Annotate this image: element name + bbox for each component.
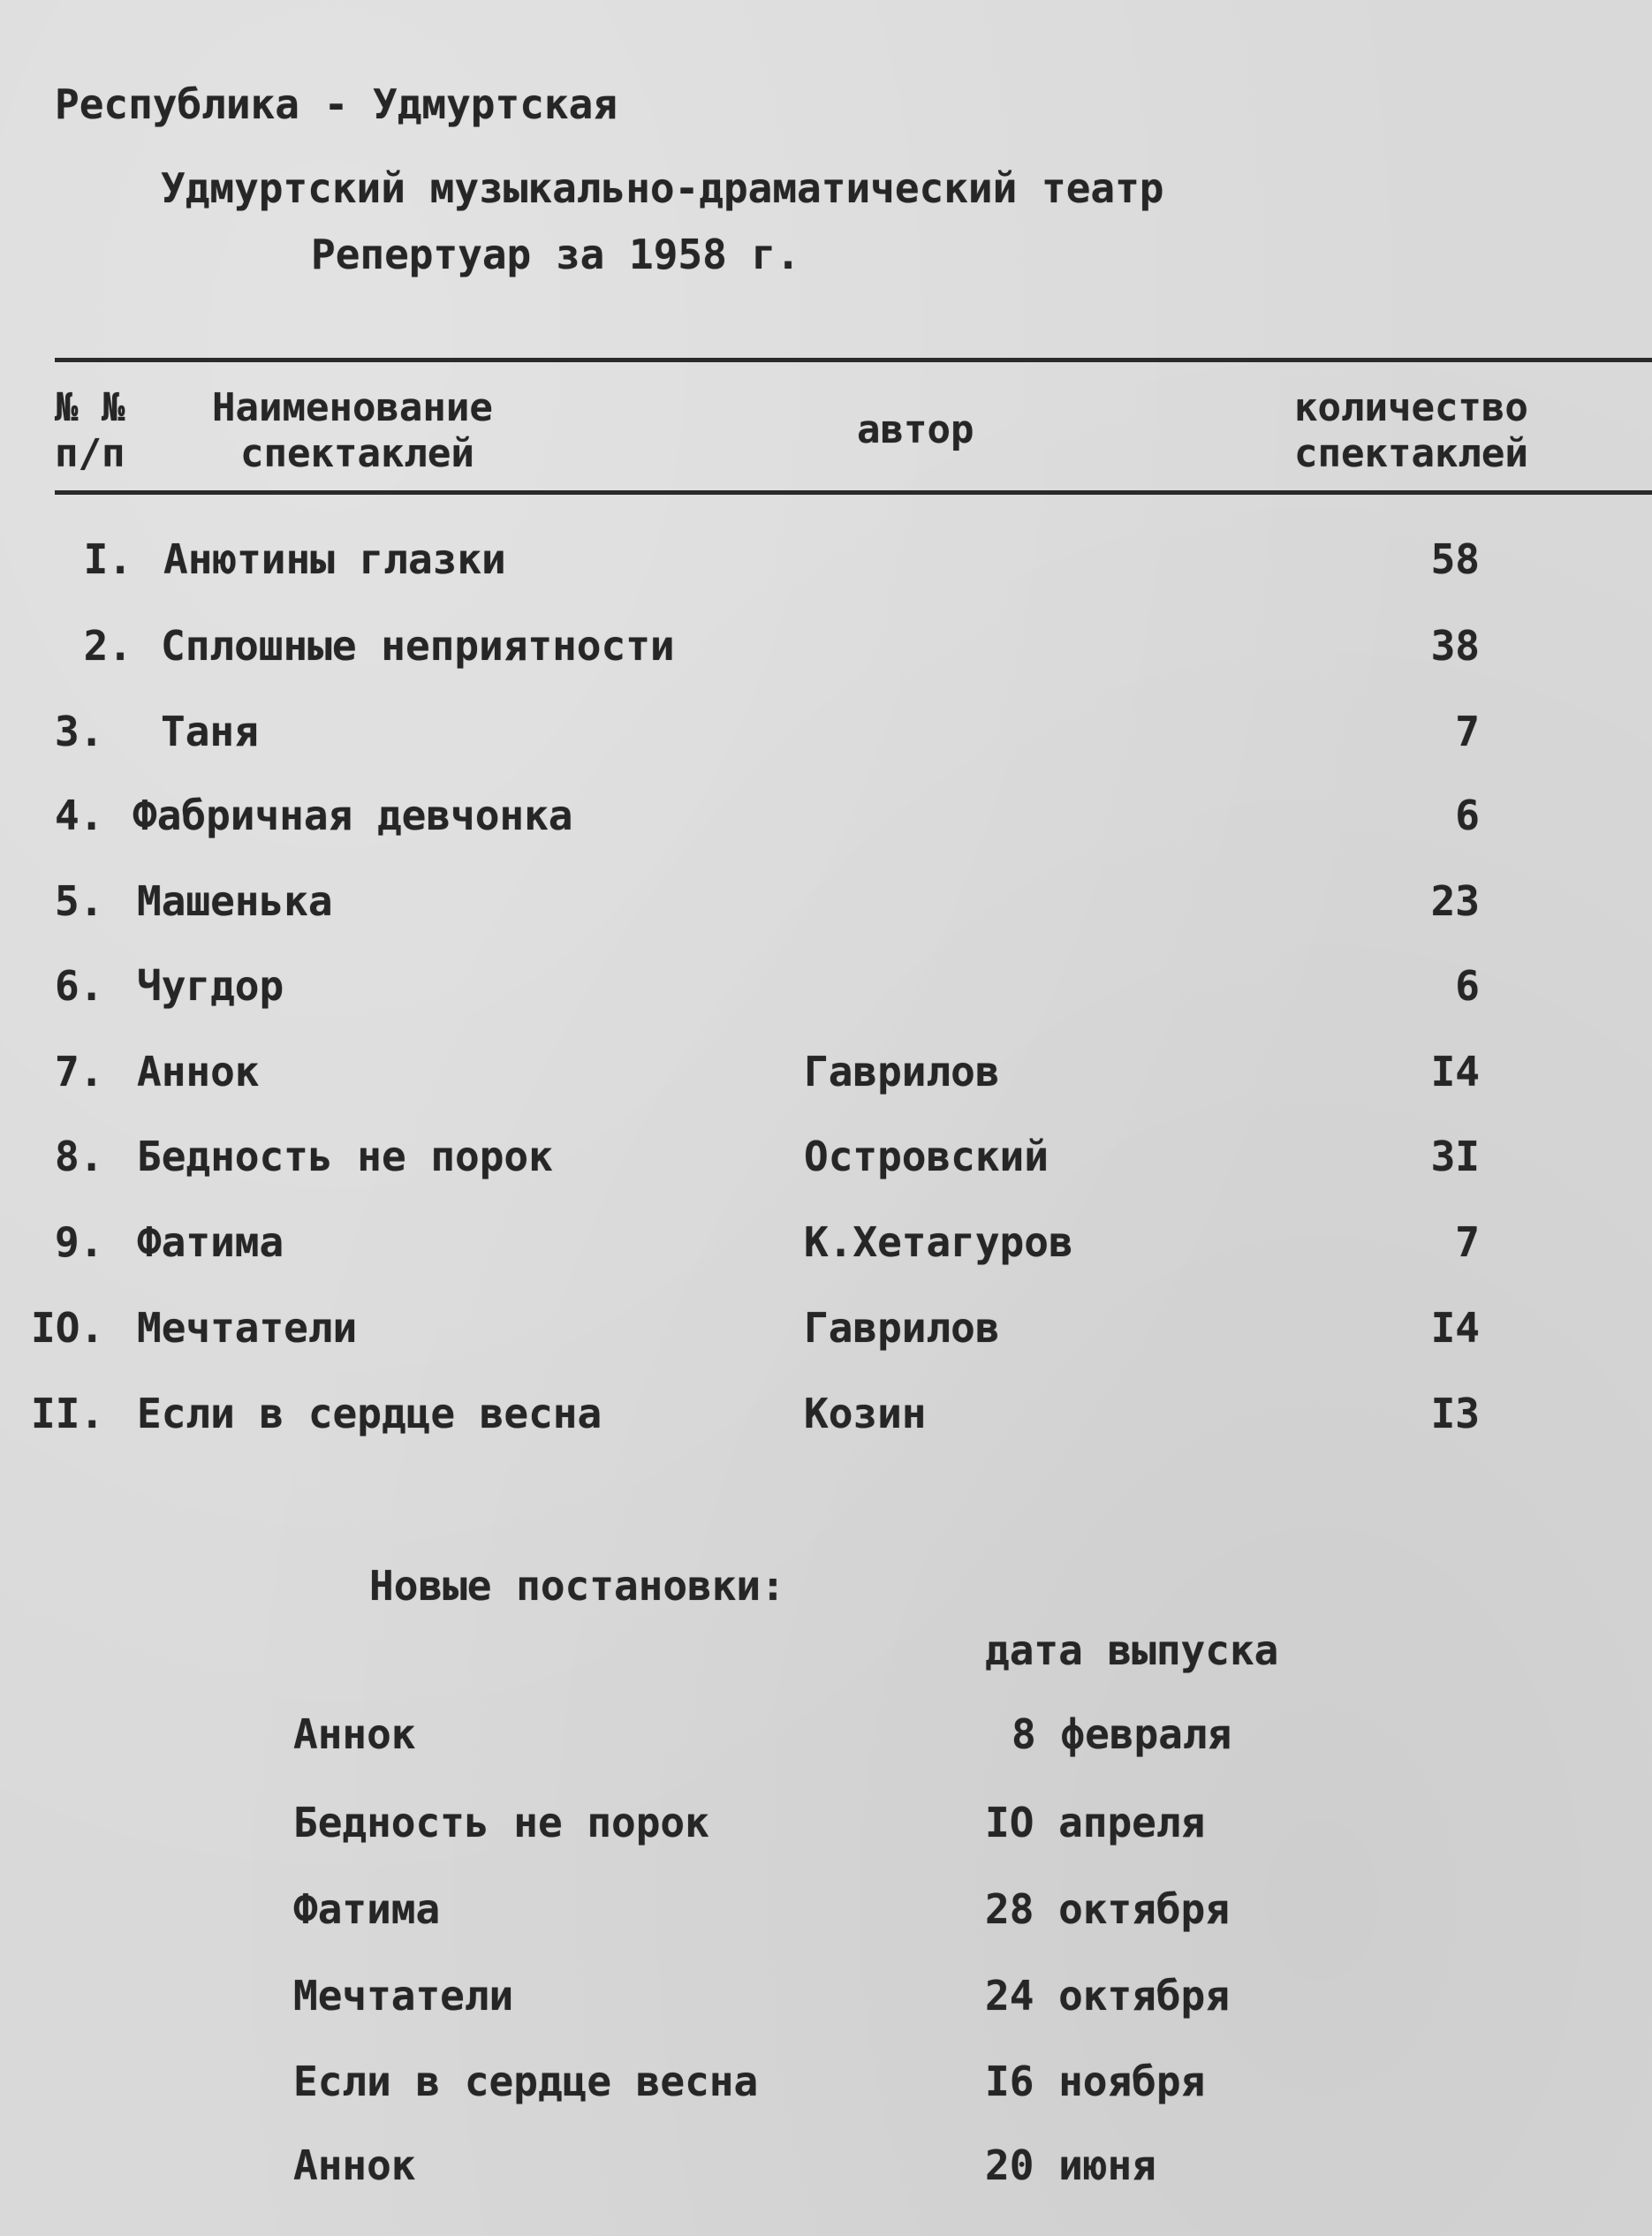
col-count-header-line2: спектаклей [1294, 431, 1528, 476]
row-title: Фабричная девчонка [133, 792, 573, 839]
col-num-header-line1: № № [55, 385, 125, 430]
row-title: Чугдор [137, 962, 284, 1010]
repertoire-title: Репертуар за 1958 г. [311, 231, 800, 278]
row-number: 3. [55, 708, 104, 755]
col-author-header: автор [857, 407, 974, 452]
row-number: 7. [55, 1048, 104, 1095]
production-title: Аннок [293, 1710, 416, 1758]
row-count: 58 [1430, 535, 1480, 583]
row-number: 9. [55, 1218, 104, 1266]
row-count: 7 [1455, 1218, 1480, 1266]
col-title-header-line2: спектаклей [240, 431, 474, 476]
row-author: Козин [804, 1390, 927, 1437]
row-count: I4 [1430, 1048, 1480, 1095]
production-title: Если в сердце весна [293, 2058, 759, 2105]
table-top-rule [55, 358, 1652, 362]
row-count: 23 [1430, 877, 1480, 925]
row-title: Сплошные неприятности [161, 622, 675, 670]
production-date: 20 июня [985, 2141, 1156, 2189]
production-title: Фатима [293, 1885, 441, 1933]
theatre-name: Удмуртский музыкально-драматический театр [161, 164, 1164, 212]
production-date: 24 октября [985, 1972, 1230, 2020]
row-title: Машенька [137, 877, 333, 925]
row-count: I3 [1430, 1390, 1480, 1437]
republic-line: Республика - Удмуртская [55, 80, 618, 128]
row-number: II. [31, 1390, 105, 1437]
col-title-header-line1: Наименование [212, 385, 493, 430]
production-date: IO апреля [985, 1799, 1206, 1846]
table-header-rule [55, 490, 1652, 495]
row-count: 6 [1455, 962, 1480, 1010]
production-title: Мечтатели [293, 1972, 514, 2020]
production-date: 8 февраля [1012, 1710, 1232, 1758]
row-count: 3I [1430, 1133, 1480, 1180]
row-count: 7 [1455, 708, 1480, 755]
row-author: Островский [804, 1133, 1049, 1180]
row-count: I4 [1430, 1304, 1480, 1352]
row-number: 5. [55, 877, 104, 925]
row-title: Если в сердце весна [137, 1390, 602, 1437]
row-author: К.Хетагуров [804, 1218, 1073, 1266]
row-title: Аннок [137, 1048, 260, 1095]
row-number: 4. [55, 792, 104, 839]
row-number: 6. [55, 962, 104, 1010]
production-title: Бедность не порок [293, 1799, 709, 1846]
row-number: IO. [31, 1304, 105, 1352]
production-date: I6 ноября [985, 2058, 1206, 2105]
row-title: Фатима [137, 1218, 284, 1266]
col-count-header-line1: количество [1294, 385, 1528, 430]
row-number: 8. [55, 1133, 104, 1180]
row-number: I. [83, 535, 133, 583]
row-count: 6 [1455, 792, 1480, 839]
row-title: Анютины глазки [163, 535, 506, 583]
row-count: 38 [1430, 622, 1480, 670]
production-title: Аннок [293, 2141, 416, 2189]
row-title: Мечтатели [137, 1304, 358, 1352]
production-date: 28 октября [985, 1885, 1230, 1933]
row-title: Бедность не порок [137, 1133, 553, 1180]
new-productions-heading: Новые постановки: [369, 1562, 785, 1610]
release-date-header: дата выпуска [985, 1626, 1279, 1674]
row-author: Гаврилов [804, 1304, 1000, 1352]
row-author: Гаврилов [804, 1048, 1000, 1095]
col-num-header-line2: п/п [55, 431, 125, 476]
row-title: Таня [161, 708, 259, 755]
row-number: 2. [83, 622, 133, 670]
